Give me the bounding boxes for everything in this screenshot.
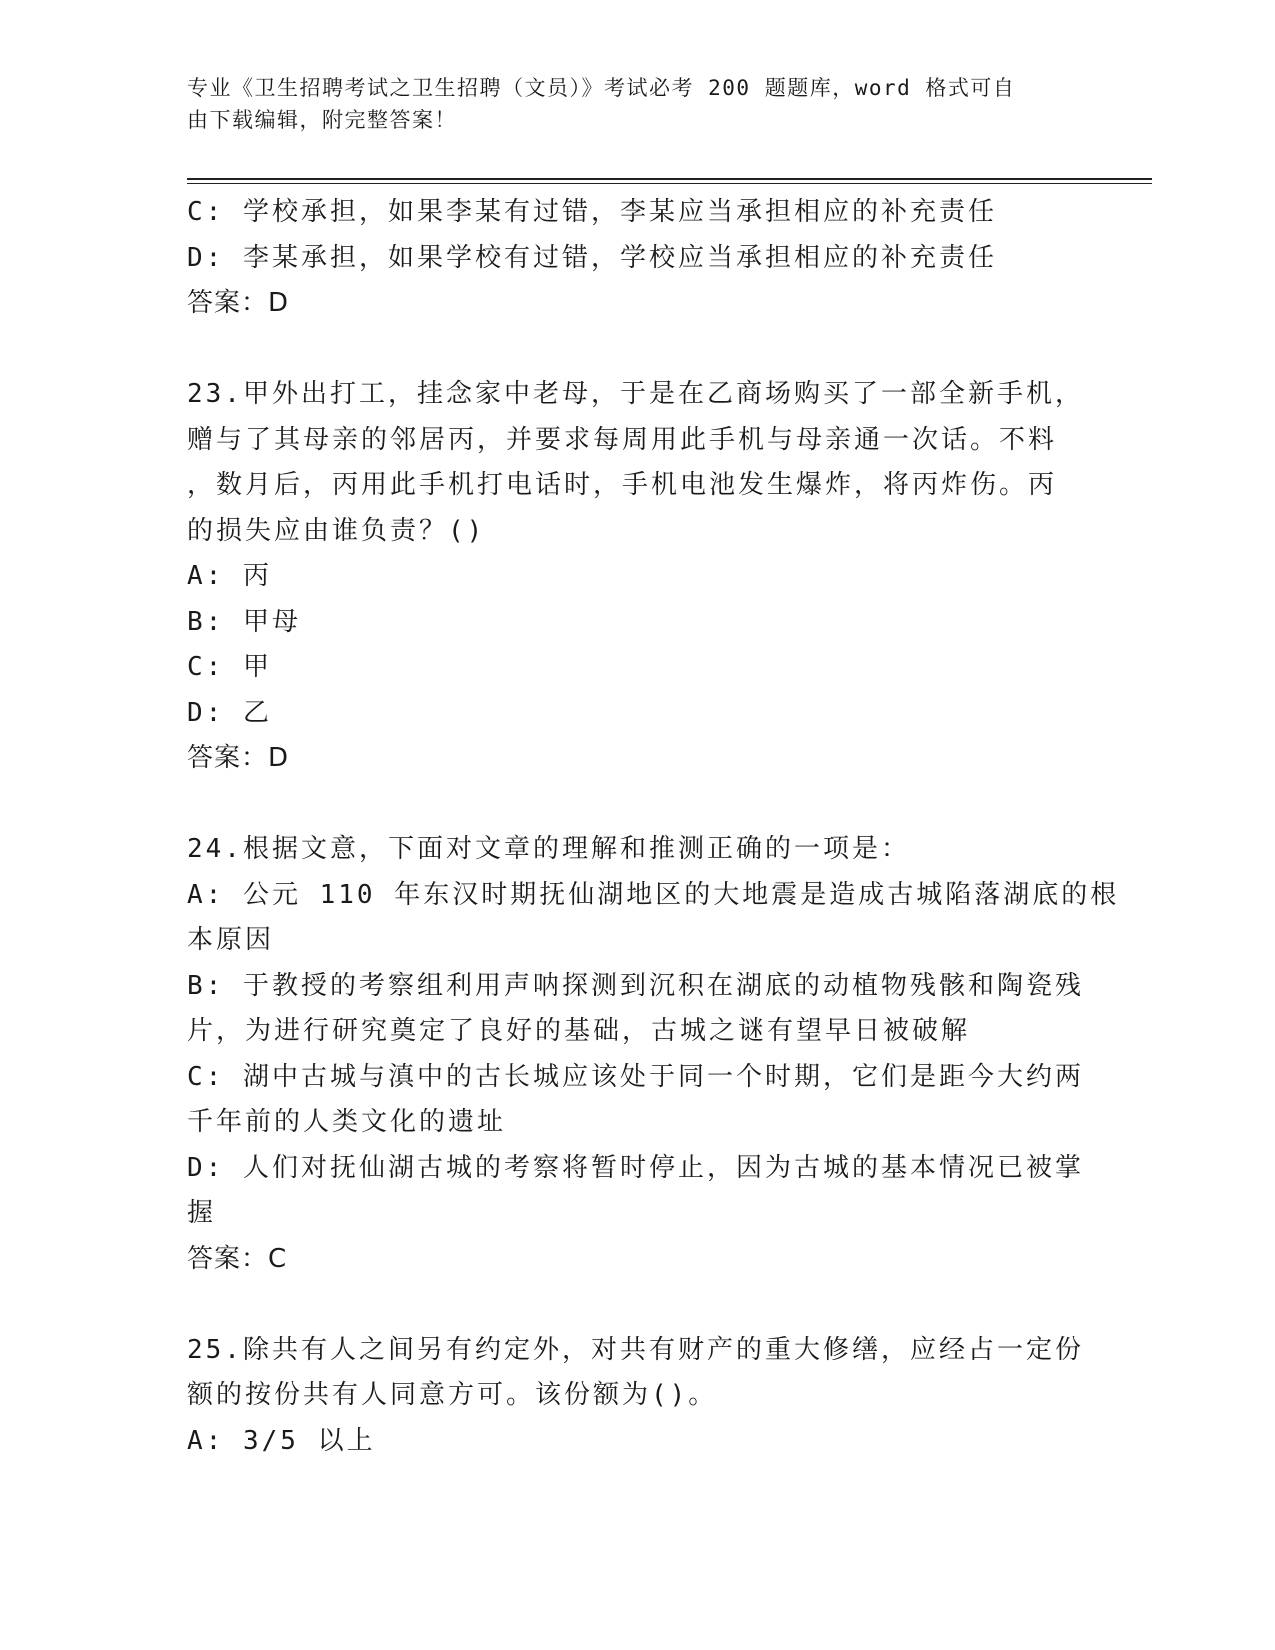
header-line-1: 专业《卫生招聘考试之卫生招聘（文员）》考试必考 200 题题库，word 格式可自 — [187, 76, 1016, 100]
answer-line: 答案：C — [187, 1243, 288, 1274]
text-line: 的损失应由谁负责？() — [187, 515, 486, 546]
document-page — [187, 0, 1120, 1650]
text-line: 25.除共有人之间另有约定外，对共有财产的重大修缮，应经占一定份 — [187, 1334, 1084, 1365]
paragraph-gap — [187, 1282, 1077, 1328]
text-line: 握 — [187, 1198, 217, 1228]
text-line: D: 人们对抚仙湖古城的考察将暂时停止，因为古城的基本情况已被掌 — [187, 1152, 1084, 1183]
text-line: A: 公元 110 年东汉时期抚仙湖地区的大地震是造成古城陷落湖底的根 — [187, 879, 1120, 910]
text-line: 片，为进行研究奠定了良好的基础，古城之谜有望早日被破解 — [187, 1016, 971, 1046]
text-line: 额的按份共有人同意方可。该份额为()。 — [187, 1380, 718, 1410]
text-line: 23.甲外出打工，挂念家中老母，于是在乙商场购买了一部全新手机， — [187, 379, 1084, 409]
text-line: ，数月后，丙用此手机打电话时，手机电池发生爆炸，将丙炸伤。丙 — [187, 470, 1058, 500]
text-line: B: 于教授的考察组利用声呐探测到沉积在湖底的动植物残骸和陶瓷残 — [187, 970, 1084, 1001]
text-line: B: 甲母 — [187, 606, 301, 637]
text-line: A: 3/5 以上 — [187, 1425, 376, 1456]
text-line: 千年前的人类文化的遗址 — [187, 1107, 507, 1137]
header-line-2: 由下载编辑，附完整答案！ — [187, 108, 457, 132]
text-line: C: 湖中古城与滇中的古长城应该处于同一个时期，它们是距今大约两 — [187, 1061, 1084, 1092]
header-rule-thin — [187, 183, 1152, 184]
text-line: D: 李某承担，如果学校有过错，学校应当承担相应的补充责任 — [187, 242, 997, 273]
text-line: C: 学校承担，如果李某有过错，李某应当承担相应的补充责任 — [187, 197, 997, 227]
answer-line: 答案：D — [187, 743, 290, 773]
page-header — [187, 72, 1067, 136]
header-rule-thick — [187, 178, 1152, 180]
text-line: 24.根据文意，下面对文章的理解和推测正确的一项是： — [187, 834, 910, 864]
text-line: D: 乙 — [187, 697, 272, 728]
text-line: A: 丙 — [187, 561, 272, 591]
paragraph-gap — [187, 327, 1077, 373]
text-line: 本原因 — [187, 925, 275, 955]
text-line: 赠与了其母亲的邻居丙，并要求每周用此手机与母亲通一次话。不料 — [187, 424, 1058, 455]
paragraph-gap — [187, 782, 1077, 828]
answer-line: 答案：D — [187, 288, 290, 318]
document-body — [187, 190, 1120, 1464]
text-line: C: 甲 — [187, 652, 272, 682]
